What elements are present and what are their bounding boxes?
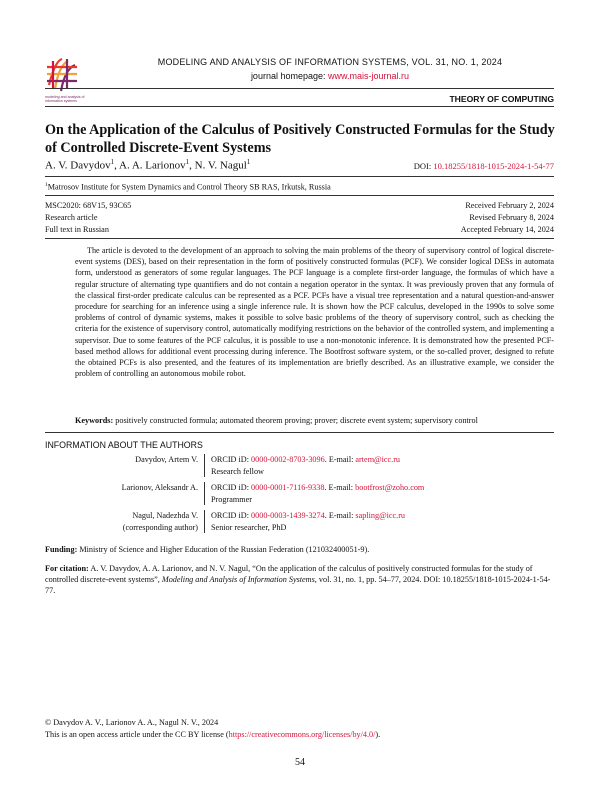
email-link[interactable]: artem@icc.ru [355, 455, 401, 464]
email-link[interactable]: sapling@icc.ru [355, 511, 406, 520]
orcid-label: ORCID iD: [211, 511, 249, 520]
accepted-date: Accepted February 14, 2024 [460, 225, 554, 234]
license [45, 730, 380, 739]
citation-text: A. V. Davydov, A. A. Larionov, and N. V. Nagul, “On the application of the calculus of positively constructed formulas for the study of controlled discrete-event systems”, [45, 564, 533, 585]
affiliation-divider-bottom [45, 195, 554, 196]
citation-journal: Modeling and Analysis of Information Systems, [161, 575, 317, 585]
author-list: A. V. Davydov$^1$, A. A. Larionov$^1$, N. V. Nagul$^1$ [45, 158, 251, 172]
citation-details: vol. 31, no. 1, pp. 54–77, 2024. DOI: 10.18255/1818-1015-2024-1-54-77. [45, 575, 551, 596]
email-label: E-mail: [328, 455, 354, 464]
article-meta-left [45, 200, 131, 236]
article-dates [461, 200, 554, 236]
received-date: Received February 2, 2024 [465, 201, 554, 210]
author-position: Programmer [211, 494, 252, 504]
license-end: ). [375, 730, 381, 739]
citation [45, 563, 554, 597]
meta-divider [45, 238, 554, 239]
header-divider [45, 88, 554, 89]
fulltext-language: Full text in Russian [45, 225, 109, 234]
citation-label: For citation: [45, 564, 89, 573]
orcid-label: ORCID iD: [211, 455, 249, 464]
email-label: E-mail: [328, 511, 354, 520]
copyright: © Davydov A. V., Larionov A. A., Nagul N. V., 2024 [45, 718, 219, 727]
author-info-row [60, 482, 440, 505]
funding-text: Ministry of Science and Higher Education of the Russian Federation (121032400051-9). [79, 545, 370, 554]
license-link[interactable]: https://creativecommons.org/licenses/by/4.0/ [228, 730, 376, 739]
author-info-details: ORCID iD: 0000-0003-1439-3274. E-mail: sapling@icc.ru Senior researcher, PhD [211, 511, 406, 532]
author-affiliation-mark: 1 [110, 158, 115, 166]
author-info-row [60, 510, 440, 533]
author-full-name: Davydov, Artem V. [135, 455, 198, 464]
article-type: Research article [45, 213, 98, 222]
author-info-details: ORCID iD: 0000-0002-8703-3096. E-mail: artem@icc.ru Research fellow [211, 455, 401, 476]
keywords-divider [45, 432, 554, 433]
author-affiliation-mark: 1 [246, 158, 251, 166]
author-name: A. V. Davydov [45, 159, 111, 172]
orcid-label: ORCID iD: [211, 483, 249, 492]
author-info-table [60, 454, 440, 538]
keywords-text: positively constructed formula; automated theorem proving; prover; discrete event system; supervisory control [115, 416, 478, 425]
orcid-link[interactable]: 0000-0003-1439-3274 [251, 511, 325, 520]
author-name: N. V. Nagul [194, 159, 247, 172]
abstract: The article is devoted to the development of an approach to solving the main problems of the theory of supervisory control of logical discrete-event systems (DES), based on their representation in the form of positively constructed formulas (PCF). We consider logical DESs in automata form, understood as generators of some regular languages. The PCF language is a complete first-order language, the formulas of which have a regular structure of alternating type quantifiers and do not contain a negation operator in the syntax. It was previously proven that any formula of the classical first-order predicate calculus can be represented as a PCF. PCFs have a visual tree representation and a natural question-and-answer procedure for searching for an inference using a single inference rule. It is shown how the PCF calculus, developed in the 1990s to solve some problems of control of dynamic systems, makes it possible to solve basic problems of the theory of supervisory control, such as checking the criteria for the existence of supervisory control, automatically modifying restrictions on the behavior of the controlled system, and implementing a supervisor. Due to some features of the PCF calculus, it is possible to use a non-monotonic inference. It is demonstrated how the presented PCF-based method allows for additional event processing during inference. The Bootfrost software system, or the so-called prover, designed to refute the obtained PCFs is also presented, and the features of its implementation are briefly described. As an illustrative example, we consider the problem of controlling an autonomous mobile robot. [75, 246, 554, 379]
orcid-link[interactable]: 0000-0001-7116-9338 [251, 483, 325, 492]
author-info-name [60, 454, 205, 477]
page-number: 54 [295, 757, 305, 768]
msc-codes: MSC2020: 68V15, 93C65 [45, 201, 132, 210]
author-info-row [60, 454, 440, 477]
affiliation-mark: 1 [45, 182, 48, 188]
affiliation-text: Matrosov Institute for System Dynamics and Control Theory SB RAS, Irkutsk, Russia [47, 182, 331, 192]
journal-homepage [100, 71, 560, 81]
email-link[interactable]: bootfrost@zoho.com [355, 483, 425, 492]
author-full-name: Larionov, Aleksandr A. [121, 483, 198, 492]
author-info-details: ORCID iD: 0000-0001-7116-9338. E-mail: bootfrost@zoho.com Programmer [211, 483, 425, 504]
author-full-name: Nagul, Nadezhda V. [132, 511, 198, 520]
doi-link[interactable]: 10.18255/1818-1015-2024-1-54-77 [433, 161, 554, 171]
homepage-link[interactable]: www.mais-journal.ru [328, 71, 410, 81]
funding-label: Funding: [45, 545, 78, 554]
email-label: E-mail: [328, 483, 354, 492]
author-position: Research fellow [211, 466, 264, 476]
funding [45, 545, 369, 554]
keywords-label: Keywords: [75, 416, 114, 425]
author-name: A. A. Larionov [119, 159, 186, 172]
author-role-note: (corresponding author) [122, 522, 198, 532]
revised-date: Revised February 8, 2024 [469, 213, 554, 222]
section-label: THEORY OF COMPUTING [449, 94, 554, 104]
author-position: Senior researcher, PhD [211, 522, 287, 532]
orcid-link[interactable]: 0000-0002-8703-3096 [251, 455, 325, 464]
doi-label: DOI: [413, 161, 432, 171]
homepage-label: journal homepage: [250, 71, 326, 81]
doi [414, 161, 554, 171]
journal-name: MODELING AND ANALYSIS OF INFORMATION SYSTEMS, VOL. 31, NO. 1, 2024 [157, 57, 503, 67]
affiliation [45, 182, 331, 192]
logo-caption: modeling and analysis of information systems [45, 95, 85, 103]
section-divider [45, 106, 554, 107]
paper-title: On the Application of the Calculus of Positively Constructed Formulas for the Study of Controlled Discrete-Event Systems [45, 122, 555, 156]
author-info-name [60, 510, 205, 533]
author-info-heading: INFORMATION ABOUT THE AUTHORS [45, 440, 203, 450]
author-affiliation-mark: 1 [185, 158, 190, 166]
author-info-name [60, 482, 205, 505]
affiliation-divider [45, 176, 554, 177]
keywords [75, 416, 554, 425]
license-text: This is an open access article under the CC BY license ( [45, 730, 229, 739]
